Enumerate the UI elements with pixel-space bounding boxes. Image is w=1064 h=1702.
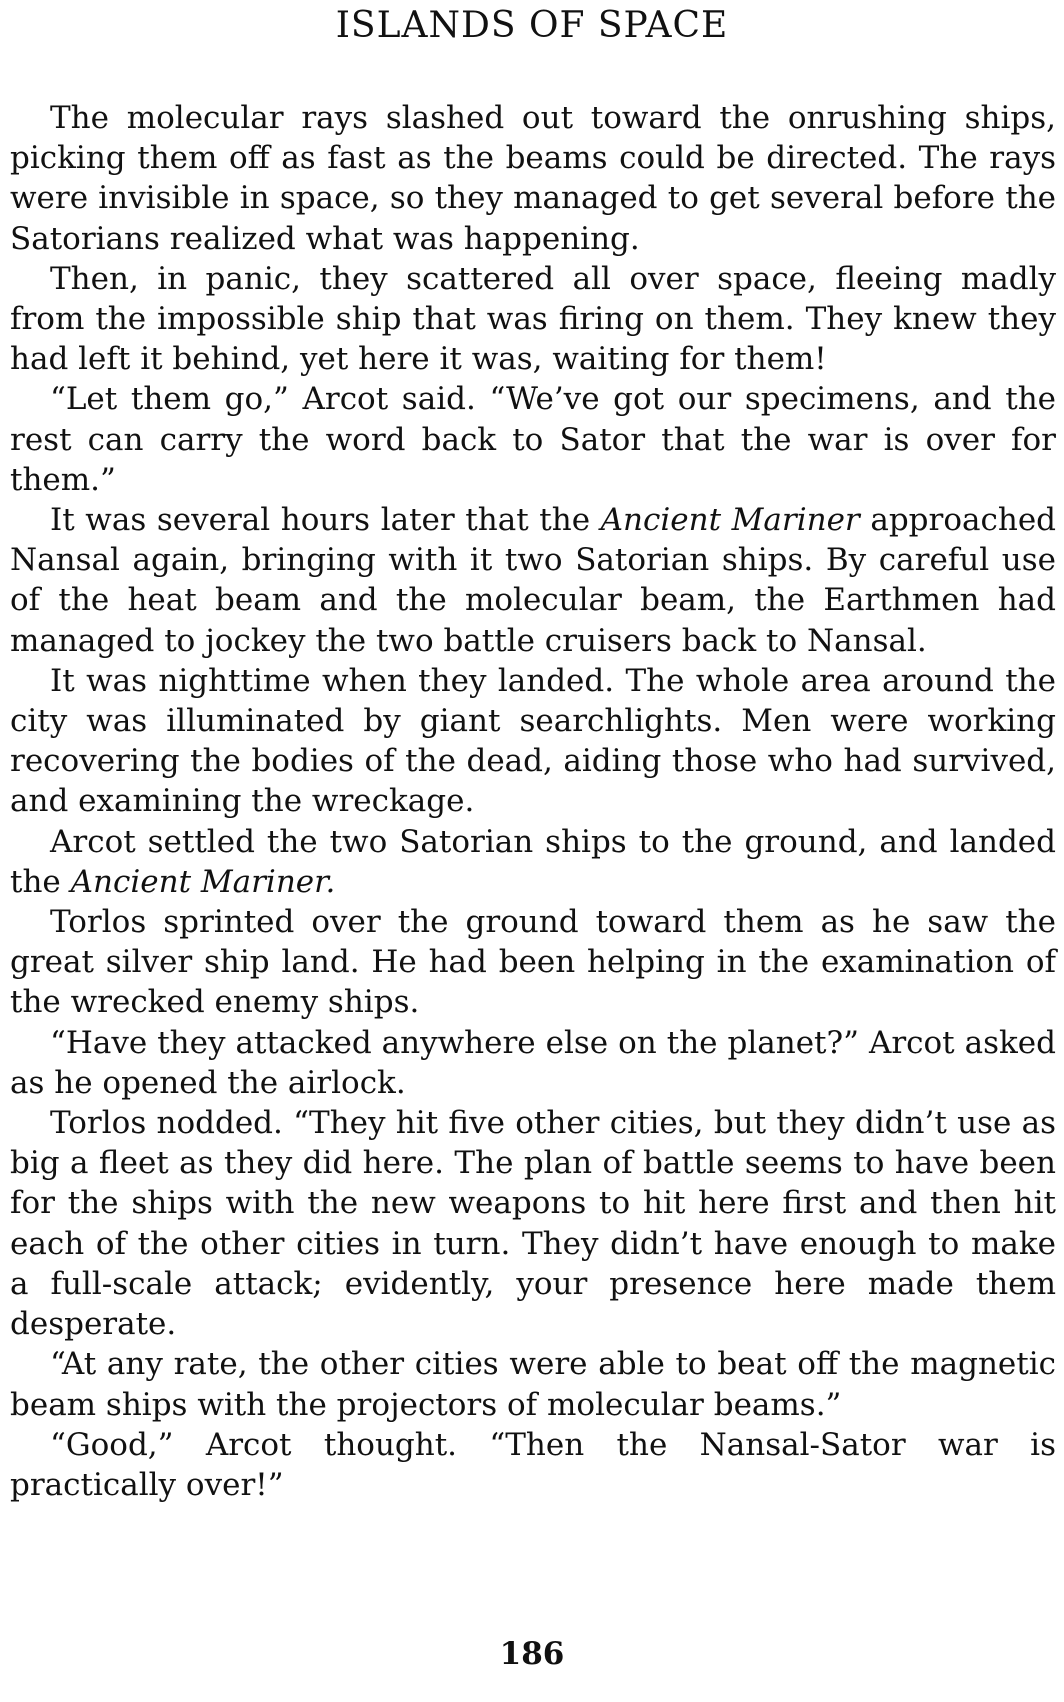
paragraph-text: Arcot settled the two Satorian ships to the ground, and landed the — [10, 823, 1056, 900]
paragraph-text: It was several hours later that the — [50, 502, 601, 539]
paragraph — [10, 500, 1056, 661]
running-head: ISLANDS OF SPACE — [335, 5, 729, 46]
paragraph: “At any rate, the other cities were able to beat off the magnetic beam ships with the projectors of molecular beams.” — [10, 1346, 1056, 1423]
paragraph: “Have they attacked anywhere else on the planet?” Arcot asked as he opened the airlock. — [10, 1024, 1056, 1101]
ship-name: Ancient Mariner — [600, 502, 860, 539]
ship-name: Ancient Mariner. — [70, 863, 336, 900]
page-number: 186 — [499, 1636, 565, 1672]
paragraph — [10, 822, 1056, 902]
paragraph: Then, in panic, they scattered all over space, fleeing madly from the impossible ship that was firing on them. They knew they had left it behind, yet here it was, waiting for them! — [10, 260, 1056, 378]
paragraph: Torlos sprinted over the ground toward them as he saw the great silver ship land. He had been helping in the examination of the wrecked enemy ships. — [10, 904, 1056, 1021]
paragraph: Torlos nodded. “They hit five other cities, but they didn’t use as big a fleet as they did here. The plan of battle seems to have been for the ships with the new weapons to hit here first and then hit each of the other cities in turn. They didn’t have enough to make a full-scale attack; evidently, your presence here made them desperate. — [10, 1105, 1056, 1343]
paragraph: “Let them go,” Arcot said. “We’ve got our specimens, and the rest can carry the word back to Sator that the war is over for them.” — [10, 381, 1056, 498]
paragraph: The molecular rays slashed out toward the onrushing ships, picking them off as fast as the beams could be directed. The rays were invisible in space, so they managed to get several before the Satorians realized what was happening. — [10, 100, 1056, 257]
paragraph: “Good,” Arcot thought. “Then the Nansal-Sator war is practically over!” — [10, 1426, 1056, 1503]
paragraph: It was nighttime when they landed. The whole area around the city was illuminated by giant searchlights. Men were working recovering the bodies of the dead, aiding those who had survived, and examining the wreckage. — [10, 662, 1056, 820]
body-text — [10, 98, 1056, 1505]
paragraph-text: approached Nansal again, bringing with it two Satorian ships. By careful use of the heat beam and the molecular beam, the Earthmen had managed to jockey the two battle cruisers back to Nansal. — [10, 502, 1057, 659]
